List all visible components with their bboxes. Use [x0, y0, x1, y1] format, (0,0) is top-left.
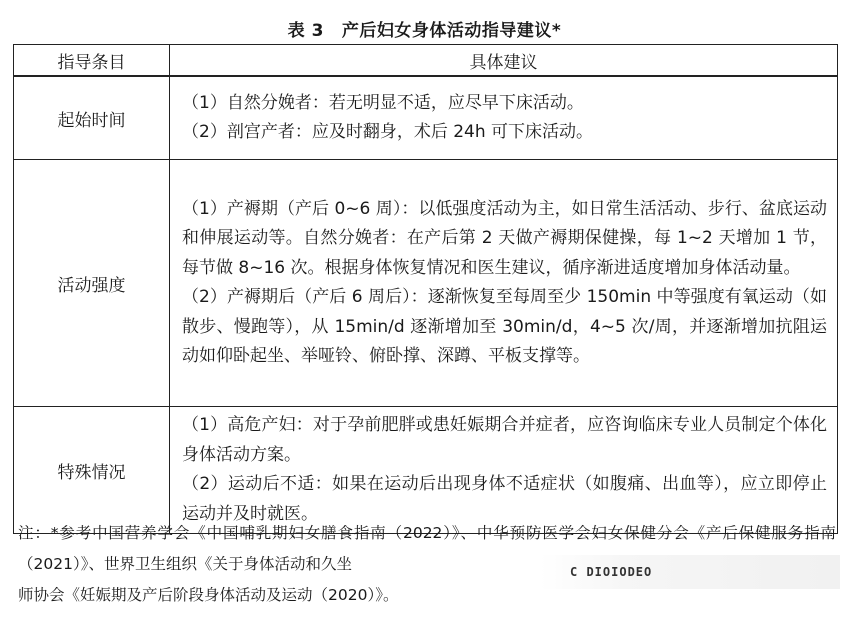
- advice-paragraph: （1）自然分娩者：若无明显不适，应尽早下床活动。: [182, 92, 584, 113]
- footnote-text: 注：*参考中国营养学会《中国哺乳期妇女膳食指南（2022）》、中华预防医学会妇女保健分会《产后保健服务指南（2021）》、世界卫生组织《关于身体活动和久坐: [18, 524, 836, 573]
- table-caption: [0, 16, 849, 41]
- row-label-start-time: 起始时间: [14, 76, 170, 160]
- table-caption-number: 表 3: [287, 21, 324, 41]
- header-advice: 具体建议: [170, 45, 838, 77]
- table-header-row: [14, 45, 838, 77]
- table-row: [14, 76, 838, 160]
- advice-paragraph: （2）剖宫产者：应及时翻身，术后 24h 可下床活动。: [182, 122, 594, 142]
- watermark-overlay: [540, 555, 840, 589]
- advice-paragraph: （2）产褥期后（产后 6 周后）：逐渐恢复至每周至少 150min 中等强度有氧运动（如散步、慢跑等），从 15min/d 逐渐增加至 30min/d，4~5 次/周，并逐渐增加抗阻运动如仰卧起坐、举哑铃、俯卧撑、深蹲、平板支撑等。: [182, 287, 827, 366]
- row-content-start-time: [170, 76, 838, 160]
- advice-paragraph: （2）运动后不适：如果在运动后出现身体不适症状（如腹痛、出血等），应立即停止运动并及时就医。: [182, 474, 827, 524]
- watermark-text: C DIOIODEO: [570, 565, 653, 579]
- row-content-special: [170, 407, 838, 534]
- header-item: 指导条目: [14, 45, 170, 77]
- row-content-intensity: [170, 160, 838, 407]
- advice-paragraph: （1）产褥期（产后 0~6 周）：以低强度活动为主，如日常生活活动、步行、盆底运动和伸展运动等。自然分娩者：在产后第 2 天做产褥期保健操，每 1~2 天增加 1 节，每节做 8~16 次。根据身体恢复情况和医生建议，循序渐进适度增加身体活动量。: [182, 198, 827, 278]
- table-caption-title: 产后妇女身体活动指导建议*: [341, 21, 562, 41]
- table-row: [14, 407, 838, 534]
- guidance-table: [13, 44, 838, 534]
- table-row: [14, 160, 838, 407]
- footnote-text-end: 师协会《妊娠期及产后阶段身体活动及运动（2020）》。: [18, 586, 399, 604]
- row-label-special: 特殊情况: [14, 407, 170, 534]
- advice-paragraph: （1）高危产妇：对于孕前肥胖或患妊娠期合并症者，应咨询临床专业人员制定个体化身体活动方案。: [182, 415, 827, 465]
- row-label-intensity: 活动强度: [14, 160, 170, 407]
